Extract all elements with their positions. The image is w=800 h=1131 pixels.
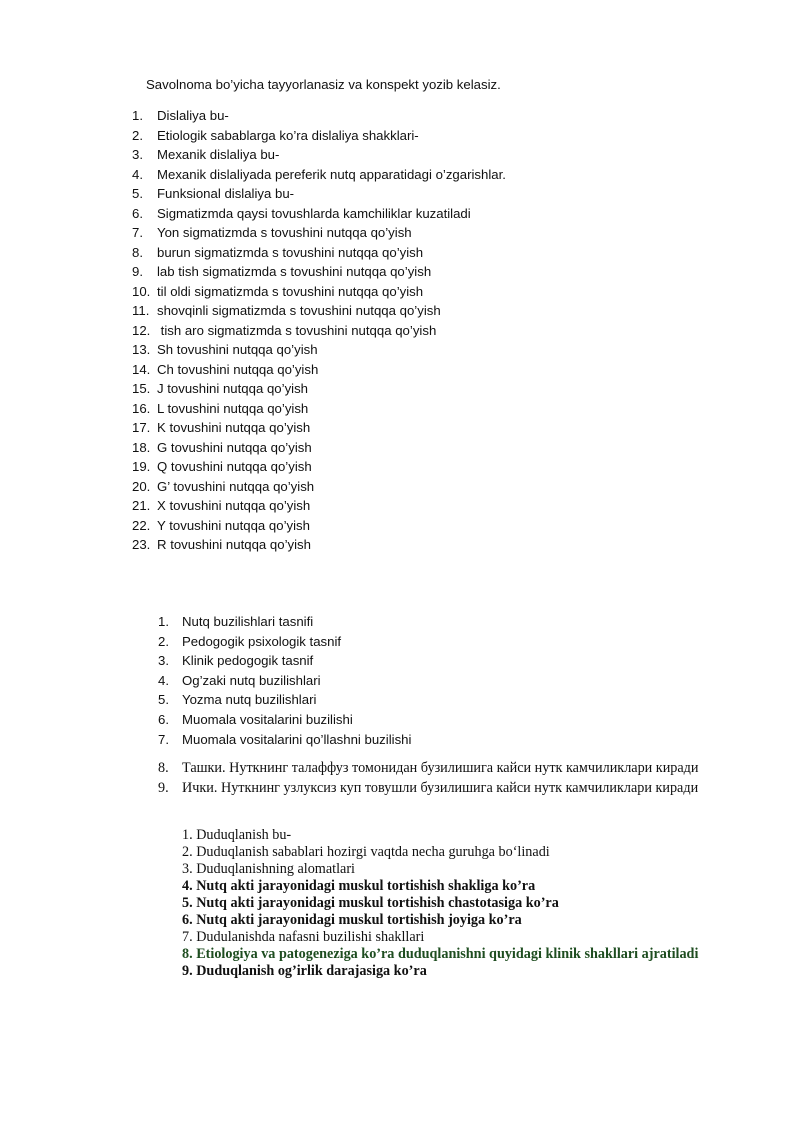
list-item-number: 4. — [182, 878, 193, 894]
list-item-number: 7. — [132, 225, 143, 240]
question-list-cyrillic — [158, 759, 699, 798]
list-item-number: 9. — [182, 963, 193, 979]
list-item — [132, 243, 506, 263]
list-item-text: Muomala vositalarini buzilishi — [182, 711, 353, 727]
list-item-text: Ташки. Нуткнинг талаффуз томонидан бузилишига кайси нутк камчиликлари киради — [182, 760, 699, 776]
list-item — [132, 106, 506, 126]
list-item-text: Klinik pedogogik tasnif — [182, 653, 314, 669]
list-item — [132, 477, 506, 497]
list-item-number: 2. — [182, 844, 193, 860]
list-item-text: Sigmatizmda qaysi tovushlarda kamchiliklar kuzatiladi — [157, 205, 471, 221]
list-item — [132, 457, 506, 477]
list-item — [158, 710, 411, 730]
list-item-text: Nutq akti jarayonidagi muskul tortishish joyiga ko’ra — [196, 912, 522, 928]
list-item-text: Dudulanishda nafasni buzilishi shakllari — [196, 929, 425, 945]
list-item — [132, 438, 506, 458]
list-item-number: 8. — [158, 760, 169, 776]
list-item-number: 15. — [132, 381, 151, 396]
list-item — [132, 145, 506, 165]
list-item-number: 4. — [132, 166, 143, 182]
list-item-number: 1. — [158, 614, 169, 629]
list-item-text: Sh tovushini nutqqa qo’yish — [157, 342, 318, 357]
list-item-number: 23. — [132, 537, 151, 552]
list-item-text: til oldi sigmatizmda s tovushini nutqqa qo’yish — [157, 283, 424, 299]
list-item-number: 2. — [158, 633, 169, 649]
list-item-text: Duduqlanishning alomatlari — [196, 861, 355, 877]
list-item-text: Etiologik sabablarga ko’ra dislaliya shakklari- — [157, 127, 419, 143]
list-item — [132, 223, 506, 243]
list-item-text: Y tovushini nutqqa qo’yish — [157, 517, 310, 533]
list-item-number: 9. — [158, 779, 169, 796]
list-item-text: Dislaliya bu- — [157, 108, 229, 123]
list-item — [132, 204, 506, 224]
list-item — [132, 321, 506, 341]
question-list-duduqlanish — [182, 827, 698, 980]
list-item-text: Nutq buzilishlari tasnifi — [182, 614, 314, 629]
list-item-number: 7. — [182, 929, 193, 945]
list-item-text: Duduqlanish og’irlik darajasiga ko’ra — [196, 963, 427, 979]
list-item-text: Yon sigmatizmda s tovushini nutqqa qo’yish — [157, 225, 412, 240]
list-item-text: Etiologiya va patogeneziga ko’ra duduqlanishni quyidagi klinik shakllari ajratiladi — [196, 946, 699, 962]
list-item-number: 19. — [132, 459, 151, 474]
list-item-text: Muomala vositalarini qo’llashni buzilishi — [182, 731, 412, 747]
list-item — [182, 963, 698, 980]
list-item — [132, 379, 506, 399]
list-item — [132, 184, 506, 204]
question-list-dislaliya — [132, 106, 506, 555]
list-item-number: 1. — [182, 827, 193, 843]
list-item — [132, 301, 506, 321]
list-item — [132, 399, 506, 419]
list-item-number: 11. — [132, 303, 150, 318]
list-item-number: 2. — [132, 127, 143, 143]
list-item-number: 13. — [132, 342, 151, 357]
list-item-text: X tovushini nutqqa qo’yish — [157, 498, 311, 513]
list-item — [182, 827, 698, 844]
list-item — [182, 878, 698, 895]
list-item-text: J tovushini nutqqa qo’yish — [157, 381, 309, 396]
list-item-number: 16. — [132, 400, 151, 416]
list-item-number: 7. — [158, 731, 169, 747]
list-item-number: 3. — [158, 653, 169, 669]
list-item — [182, 946, 698, 963]
list-item-number: 22. — [132, 517, 151, 533]
list-item-number: 3. — [182, 861, 193, 877]
list-item-number: 3. — [132, 147, 143, 162]
list-item-text: R tovushini nutqqa qo’yish — [157, 537, 311, 552]
list-item-text: Ch tovushini nutqqa qo’yish — [157, 361, 319, 377]
list-item — [158, 612, 411, 632]
list-item — [182, 844, 698, 861]
list-item — [132, 418, 506, 438]
list-item — [182, 929, 698, 946]
list-item-number: 6. — [182, 912, 193, 928]
list-item-number: 4. — [158, 672, 169, 688]
list-item — [158, 730, 411, 750]
list-item — [182, 861, 698, 878]
list-item-number: 5. — [182, 895, 193, 911]
list-item-number: 5. — [132, 186, 143, 201]
list-item-text: K tovushini nutqqa qo’yish — [157, 420, 311, 435]
list-item-text: lab tish sigmatizmda s tovushini nutqqa qo’yish — [157, 264, 432, 279]
list-item — [158, 671, 411, 691]
list-item-text: G tovushini nutqqa qo’yish — [157, 439, 312, 455]
list-item — [132, 360, 506, 380]
list-item — [132, 496, 506, 516]
list-item-text: Ички. Нуткнинг узлуксиз куп товушли бузилишига кайси нутк камчиликлари киради — [182, 779, 699, 796]
list-item-text: G’ tovushini nutqqa qo’yish — [157, 478, 315, 494]
list-item-number: 17. — [132, 420, 151, 435]
list-item — [132, 126, 506, 146]
list-item — [158, 779, 699, 799]
list-item — [132, 165, 506, 185]
list-item-number: 18. — [132, 439, 151, 455]
list-item-text: tish aro sigmatizmda s tovushini nutqqa qo’yish — [157, 322, 437, 338]
list-item — [158, 690, 411, 710]
intro-text: Savolnoma bo’yicha tayyorlanasiz va konspekt yozib kelasiz. — [146, 77, 501, 92]
list-item-text: burun sigmatizmda s tovushini nutqqa qo’yish — [157, 244, 424, 260]
list-item-text: Funksional dislaliya bu- — [157, 186, 295, 201]
list-item-number: 14. — [132, 361, 151, 377]
list-item-number: 8. — [132, 244, 143, 260]
list-item-number: 6. — [132, 205, 143, 221]
list-item — [132, 535, 506, 555]
question-list-classification — [158, 612, 411, 749]
list-item — [132, 262, 506, 282]
list-item-text: Yozma nutq buzilishlari — [182, 692, 317, 708]
list-item — [132, 340, 506, 360]
list-item — [158, 632, 411, 652]
list-item-number: 6. — [158, 711, 169, 727]
list-item — [158, 759, 699, 779]
list-item-text: Nutq akti jarayonidagi muskul tortishish shakliga ko’ra — [196, 878, 536, 894]
list-item-text: Og’zaki nutq buzilishlari — [182, 672, 321, 688]
list-item — [158, 651, 411, 671]
list-item — [182, 895, 698, 912]
list-item-number: 21. — [132, 498, 151, 513]
list-item-text: Nutq akti jarayonidagi muskul tortishish chastotasiga ko’ra — [196, 895, 559, 911]
list-item-text: Mexanik dislaliya bu- — [157, 147, 280, 162]
list-item-text: Mexanik dislaliyada pereferik nutq apparatidagi o’zgarishlar. — [157, 166, 506, 182]
list-item-number: 9. — [132, 264, 143, 279]
list-item — [132, 516, 506, 536]
list-item-number: 20. — [132, 478, 151, 494]
list-item-text: shovqinli sigmatizmda s tovushini nutqqa qo’yish — [157, 303, 441, 318]
list-item-text: Duduqlanish sabablari hozirgi vaqtda necha guruhga bo‘linadi — [196, 844, 550, 860]
list-item-text: Duduqlanish bu- — [196, 827, 292, 843]
list-item-number: 5. — [158, 692, 169, 708]
list-item — [182, 912, 698, 929]
list-item-number: 1. — [132, 108, 143, 123]
list-item-number: 12. — [132, 322, 151, 338]
list-item-text: Q tovushini nutqqa qo’yish — [157, 459, 312, 474]
list-item-text: L tovushini nutqqa qo’yish — [157, 400, 309, 416]
list-item-number: 10. — [132, 283, 151, 299]
list-item — [132, 282, 506, 302]
list-item-number: 8. — [182, 946, 193, 962]
list-item-text: Pedogogik psixologik tasnif — [182, 633, 342, 649]
